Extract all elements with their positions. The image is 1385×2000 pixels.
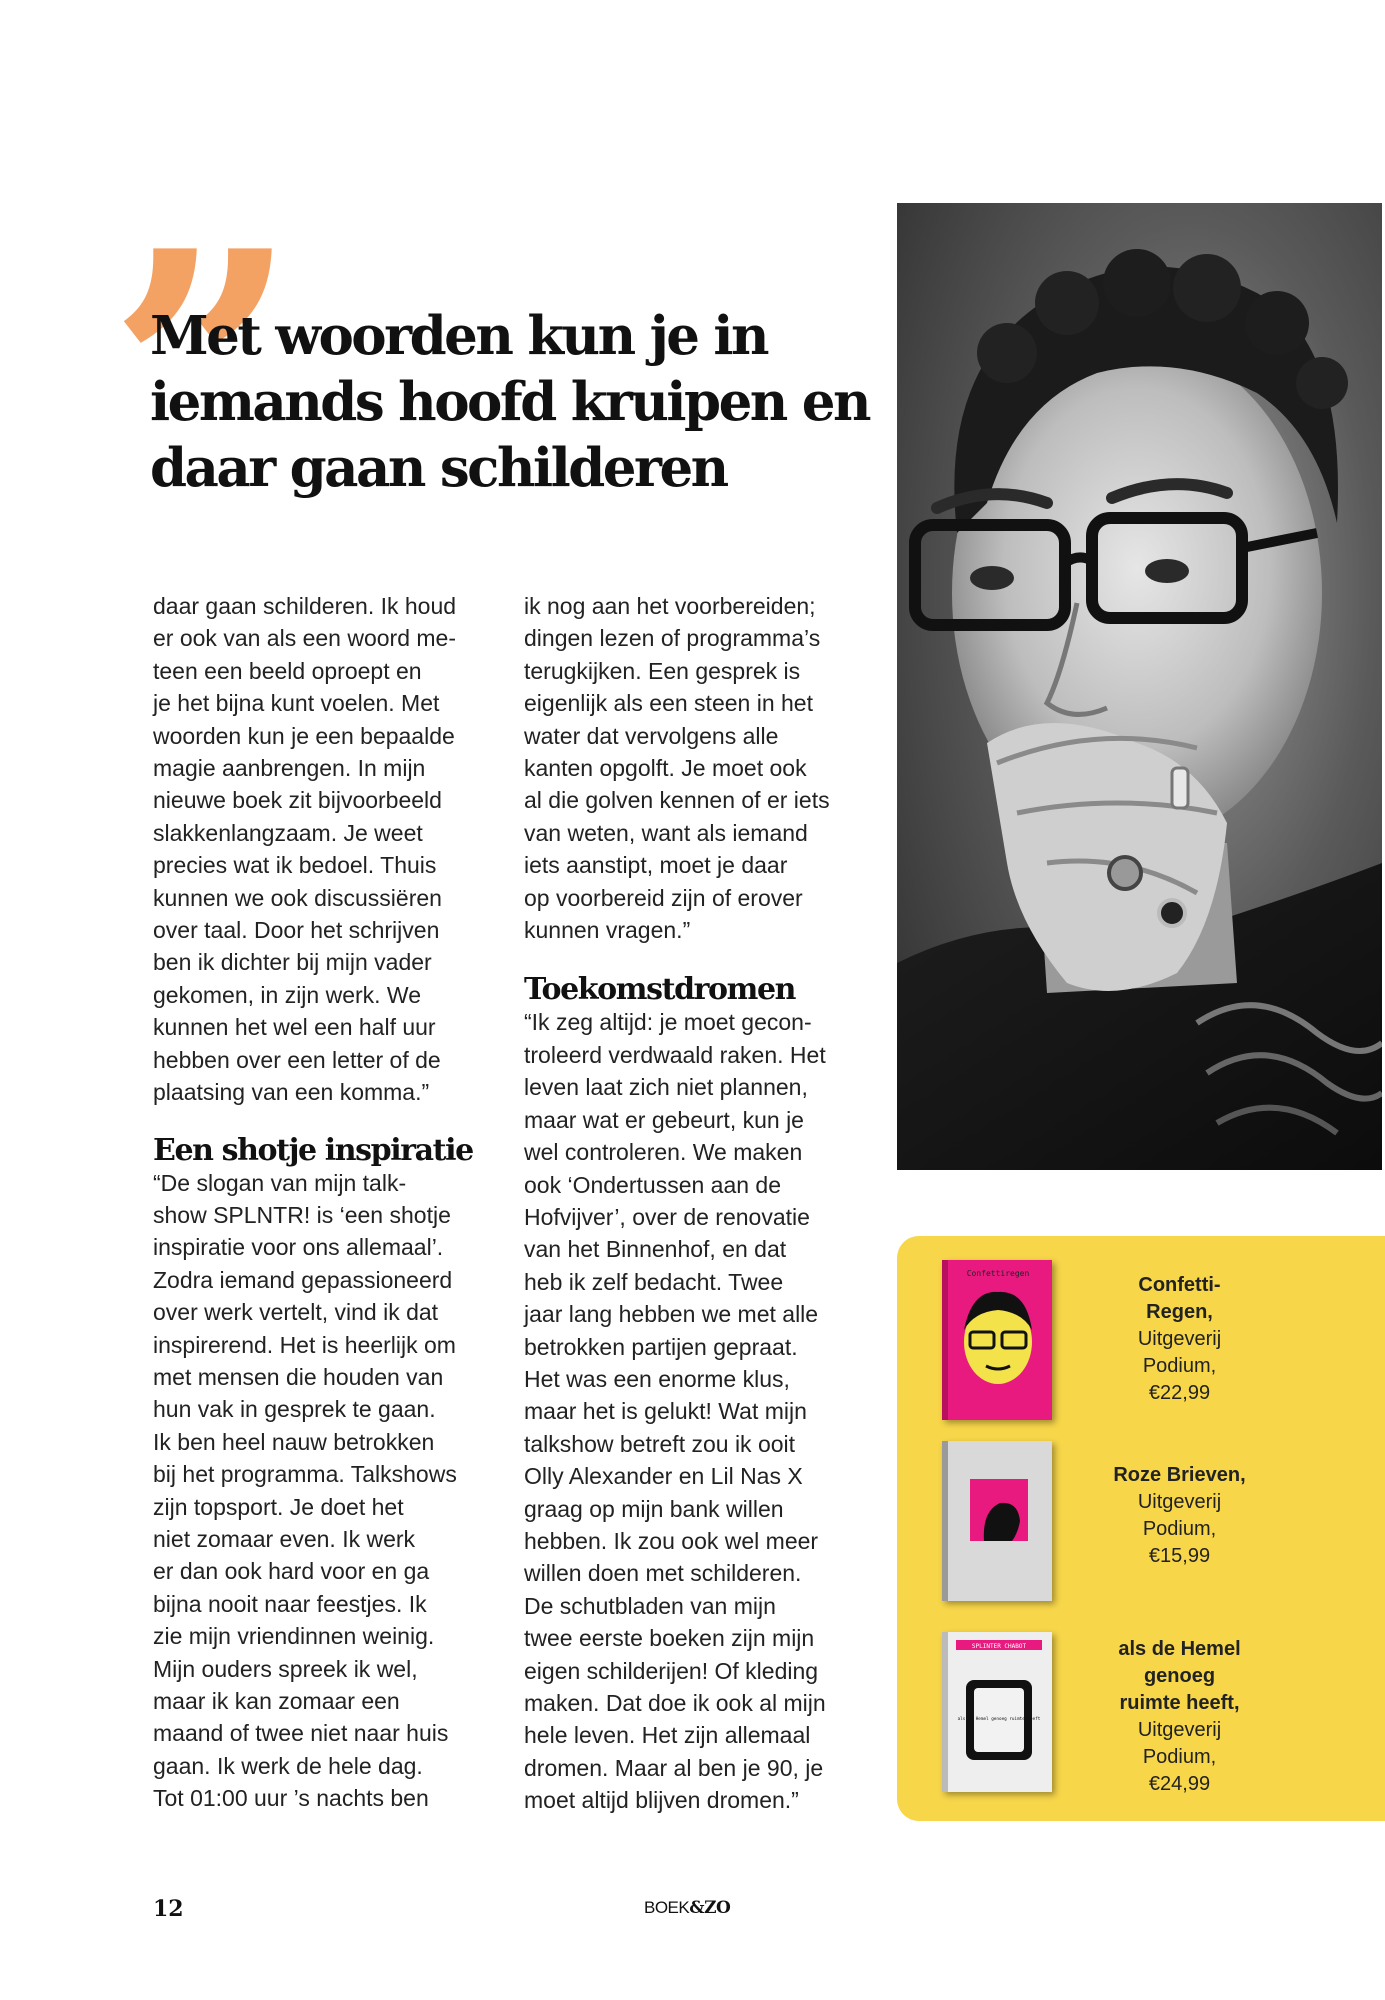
text-line: op voorbereid zijn of erover	[524, 884, 803, 911]
text-line: slakkenlangzaam. Je weet	[153, 819, 423, 846]
text-line: show SPLNTR! is ‘een shotje	[153, 1201, 451, 1228]
text-line: troleerd verdwaald raken. Het	[524, 1041, 826, 1068]
text-line: zijn topsport. Je doet het	[153, 1493, 404, 1520]
book-title: ruimte heeft,	[1119, 1692, 1240, 1714]
text-line: “De slogan van mijn talk-	[153, 1169, 407, 1196]
text-line: van het Binnenhof, en dat	[524, 1236, 787, 1263]
portrait-illustration	[897, 203, 1382, 1170]
book-cover-art	[942, 1632, 1052, 1792]
book-caption	[1062, 1636, 1297, 1798]
book-cover-roze-brieven	[942, 1441, 1052, 1601]
book-title: als de Hemel	[1118, 1638, 1241, 1660]
text-line: maar ik kan zomaar een	[153, 1688, 400, 1714]
text-line: twee eerste boeken zijn mijn	[524, 1625, 815, 1652]
paragraph	[153, 1167, 503, 1815]
section-heading: Toekomstdromen	[524, 972, 796, 1008]
book-title: Regen,	[1146, 1301, 1213, 1323]
text-line: je het bijna kunt voelen. Met	[153, 690, 440, 717]
text-line: van weten, want als iemand	[524, 819, 808, 846]
text-line: met mensen die houden van	[153, 1363, 444, 1390]
book-cover-art	[942, 1441, 1052, 1601]
headline-line: Met woorden kun je in	[150, 305, 768, 367]
text-line: “Ik zeg altijd: je moet gecon-	[524, 1009, 812, 1036]
text-line: willen doen met schilderen.	[524, 1560, 802, 1587]
text-line: nieuwe boek zit bijvoorbeeld	[153, 787, 442, 814]
section-heading: Een shotje inspiratie	[153, 1132, 473, 1168]
book-caption	[1062, 1462, 1297, 1570]
text-line: magie aanbrengen. In mijn	[153, 755, 426, 782]
page-number: 12	[153, 1896, 184, 1922]
text-line: eigen schilderijen! Of kleding	[524, 1657, 819, 1684]
text-line: ook ‘Ondertussen aan de	[524, 1171, 782, 1198]
text-line: Hofvijver’, over de renovatie	[524, 1203, 810, 1230]
text-line: teen een beeld oproept en	[153, 657, 422, 684]
text-line: woorden kun je een bepaalde	[153, 722, 455, 749]
book-box	[897, 1236, 1385, 1821]
book-title: Confetti-	[1138, 1274, 1221, 1296]
text-line: gekomen, in zijn werk. We	[153, 981, 422, 1008]
text-line: jaar lang hebben we met alle	[524, 1301, 819, 1328]
text-line: over taal. Door het schrijven	[153, 917, 440, 944]
text-line: daar gaan schilderen. Ik houd	[153, 593, 457, 619]
book-publisher: Uitgeverij	[1137, 1491, 1222, 1513]
headline	[150, 303, 870, 501]
portrait-photo	[897, 203, 1382, 1170]
text-line: bijna nooit naar feestjes. Ik	[153, 1590, 427, 1617]
text-line: eigenlijk als een steen in het	[524, 690, 813, 717]
text-line: Zodra iemand gepassioneerd	[153, 1266, 453, 1293]
magazine-name	[644, 1898, 730, 1918]
text-line: Ik ben heel nauw betrokken	[153, 1428, 435, 1455]
text-line: er ook van als een woord me-	[153, 625, 456, 652]
text-line: plaatsing van een komma.”	[153, 1079, 430, 1106]
book-cover-title: als de Hemel genoeg ruimte heeft	[957, 1717, 1041, 1722]
text-line: maar het is gelukt! Wat mijn	[524, 1398, 807, 1425]
text-line: water dat vervolgens alle	[524, 722, 779, 749]
magazine-name-suffix: &ZO	[689, 1898, 731, 1918]
book-cover-title: Confettiregen	[966, 1269, 1030, 1278]
text-line: inspiratie voor ons allemaal’.	[153, 1234, 444, 1261]
text-line: heb ik zelf bedacht. Twee	[524, 1268, 784, 1295]
text-line: ben ik dichter bij mijn vader	[153, 949, 432, 976]
text-line: niet zomaar even. Ik werk	[153, 1525, 416, 1552]
text-line: Het was een enorme klus,	[524, 1365, 790, 1392]
text-line: talkshow betreft zou ik ooit	[524, 1430, 796, 1457]
text-line: precies wat ik bedoel. Thuis	[153, 852, 437, 879]
magazine-name-prefix: BOEK	[644, 1898, 690, 1917]
book-price: €22,99	[1148, 1382, 1211, 1404]
text-line: wel controleren. We maken	[524, 1139, 803, 1166]
book-publisher: Podium,	[1142, 1518, 1217, 1540]
headline-line: daar gaan schilderen	[150, 437, 727, 499]
text-line: dingen lezen of programma’s	[524, 625, 821, 652]
paragraph	[153, 590, 503, 1109]
text-line: iets aanstipt, moet je daar	[524, 852, 788, 879]
text-line: inspirerend. Het is heerlijk om	[153, 1331, 456, 1358]
book-title: genoeg	[1143, 1665, 1216, 1687]
text-line: graag op mijn bank willen	[524, 1495, 784, 1522]
text-line: Mijn ouders spreek ik wel,	[153, 1655, 418, 1682]
text-line: gaan. Ik werk de hele dag.	[153, 1752, 423, 1779]
book-publisher: Uitgeverij	[1137, 1328, 1222, 1350]
text-line: kunnen het wel een half uur	[153, 1014, 436, 1041]
text-line: terugkijken. Een gesprek is	[524, 657, 801, 684]
paragraph	[524, 1006, 874, 1816]
book-cover-confettiregen	[942, 1260, 1052, 1420]
text-line: hele leven. Het zijn allemaal	[524, 1722, 811, 1749]
text-line: zie mijn vriendinnen weinig.	[153, 1623, 435, 1650]
text-line: dromen. Maar al ben je 90, je	[524, 1754, 824, 1781]
text-line: bij het programma. Talkshows	[153, 1461, 457, 1488]
text-line: Tot 01:00 uur ’s nachts ben	[153, 1785, 429, 1812]
article-column-right	[524, 590, 874, 1817]
text-line: er dan ook hard voor en ga	[153, 1558, 430, 1585]
paragraph	[524, 590, 874, 946]
book-title: Roze Brieven,	[1113, 1464, 1246, 1486]
quote-mark-icon: ”	[108, 179, 280, 567]
text-line: ik nog aan het voorbereiden;	[524, 593, 816, 619]
text-line: hebben over een letter of de	[153, 1046, 441, 1073]
text-line: kanten opgolft. Je moet ook	[524, 755, 807, 782]
text-line: hun vak in gesprek te gaan.	[153, 1396, 436, 1423]
headline-line: iemands hoofd kruipen en	[150, 371, 870, 433]
text-line: kunnen vragen.”	[524, 917, 691, 944]
book-publisher: Uitgeverij	[1137, 1719, 1222, 1741]
text-line: hebben. Ik zou ook wel meer	[524, 1527, 819, 1554]
text-line: moet altijd blijven dromen.”	[524, 1787, 799, 1814]
book-cover-als-de-hemel	[942, 1632, 1052, 1792]
book-caption	[1062, 1272, 1297, 1407]
text-line: leven laat zich niet plannen,	[524, 1074, 808, 1101]
text-line: over werk vertelt, vind ik dat	[153, 1299, 439, 1326]
text-line: maand of twee niet naar huis	[153, 1720, 449, 1747]
article-column-left	[153, 590, 503, 1815]
text-line: maar wat er gebeurt, kun je	[524, 1106, 804, 1133]
book-price: €15,99	[1148, 1545, 1211, 1567]
book-publisher: Podium,	[1142, 1746, 1217, 1768]
book-cover-art	[942, 1260, 1052, 1420]
book-price: €24,99	[1148, 1773, 1211, 1795]
text-line: kunnen we ook discussiëren	[153, 884, 442, 911]
book-publisher: Podium,	[1142, 1355, 1217, 1377]
book-cover-author: SPLINTER CHABOT	[971, 1643, 1027, 1650]
text-line: De schutbladen van mijn	[524, 1592, 776, 1619]
text-line: betrokken partijen gepraat.	[524, 1333, 798, 1360]
text-line: Olly Alexander en Lil Nas X	[524, 1463, 803, 1490]
text-line: al die golven kennen of er iets	[524, 787, 830, 814]
text-line: maken. Dat doe ik ook al mijn	[524, 1690, 826, 1716]
